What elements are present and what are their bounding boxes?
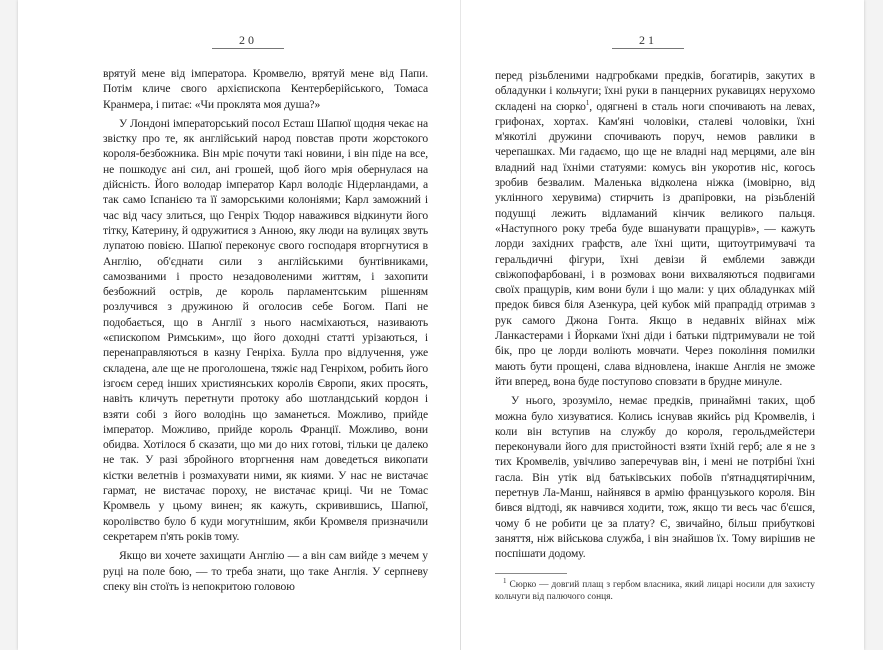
left-page-text (103, 66, 428, 598)
footnote-rule (495, 573, 567, 574)
paragraph (495, 68, 815, 389)
paragraph: Якщо ви хочете захищати Англію — а він сам вийде з мечем у руці на поле бою, — то треба знати, що таке Англія. У серпневу спеку він стоїть із непокритою головою (103, 549, 428, 593)
paragraph-text: перед різьбленими надгробками предків, богатирів, закутих в обладунки і кольчуги; їхні руки в панцерних рукавицях нерухомо складені на сюрко (495, 69, 815, 113)
book-gutter (460, 0, 461, 650)
footnote-reference: 1 (585, 98, 590, 107)
footnote (495, 576, 815, 603)
footnote-marker: 1 (503, 576, 507, 585)
right-page-number: 21 (639, 33, 657, 47)
paragraph-text: У нього, зрозуміло, немає предків, принаймні таких, щоб можна було хизуватися. Колись існував якийсь рід Кромвелів, і коли він вступив на службу до короля, герольдмейстери переконували його для пристойності взяти їхній герб; але я не з тих Кромвелів, увічливо заперечував він, і мені не потрібні їхні гасла. Він утік від батьківських побоїв п'ятнадцятирічним, перетнув Ла-Манш, найнявся в армію французького короля. Він бився відтоді, як навчився ходити, тож, якщо ти весь час б'єшся, чому б не робити це за плату? Є, звичайно, більш прибуткові заняття, ніж військова служба, і він знайшов їх. Тому вирішив не поспішати додому. (495, 394, 815, 561)
footnote-block (495, 573, 815, 603)
paragraph: врятуй мене від імператора. Кромвелю, врятуй мене від Папи. Потім кличе свого архієпископа Кентерберійського, Томаса Кранмера, і питає: «Чи проклята моя душа?» (103, 67, 428, 111)
book-spread (18, 0, 864, 650)
left-header-rule (212, 48, 284, 49)
footnote-text: Сюрко — довгий плащ з гербом власника, який лицарі носили для захисту кольчуги від палючого сонця. (495, 580, 815, 602)
paragraph (495, 393, 815, 561)
right-page-text (495, 68, 815, 566)
paragraph-text: , одягнені в сталь ноги спочивають на левах, грифонах, хортах. Кам'яні чоловіки, сталеві чоловіки, їхні м'якотілі дружини спочивають поруч, немов равлики в черепашках. Ми гадаємо, що ще не владні над мерцями, але він владний над їхніми статуями: комусь він укоротив ніс, когось зробив безвалим. Маленька відколена ніжка (імовірно, від уклінного херувима) стирчить із драпіровки, на різьбленій подушці лежить відламаний кінчик великого пальця. «Наступного року треба буде вшанувати пращурів», — кажуть лорди західних графств, але їхні щити, щитоутримувачі та геральдичні фігури, їхні девізи й емблеми завжди свіжопофарбовані, і в розмовах вони вихваляються подвигами своїх пращурів, ким вони були і що мали: у цих обладунках мій предок бився біля Азенкура, цей кубок мій прапрадід отримав з рук самого Джона Гонта. Якщо в недавніх війнах між Ланкастерами і Йорками їхні діди і батьки підтримували не той бік, про це лорди воліють мовчати. Через покоління помилки мають бути прощені, слава відновлена, інакше Англія не зможе йти вперед, вона буде поступово сповзати в брудне минуле. (495, 99, 815, 388)
paragraph: У Лондоні імператорський посол Есташ Шапюї щодня чекає на звістку про те, як англійський народ повстав проти жорстокого короля-безбожника. Він мріє почути такі новини, і він піде на все, не пошкодує ані сил, ані грошей, щоб його мрія обернулася на дійсність. Його володар імператор Карл володіє Нідерландами, а так само Іспанією та її заморськими колоніями; Карл заможний і час від часу злиться, що Генріх Тюдор наважився відкинути його тітку, Катерину, й одружитися з Анною, яку люди на вулицях звуть лупатою повією. Шапюї переконує свого господаря вторгнутися в Англію, об'єднати сили з англійськими бунтівниками, самозваними і просто незадоволеними життям, і захопити безбожний острів, де король парламентським рішенням розлучився з дружиною й оголосив себе Богом. Папі не подобається, що в Англії з нього насміхаються, називають «єпископом Римським», що його доходні статті урізаються, і перенаправляються в казну Генріха. Булла про відлучення, уже складена, але ще не проголошена, тяжіє над Генріхом, робить його ізгоєм серед інших християнських королів Європи, яких просять, навіть кличуть перетнути протоку або шотландський кордон і взяти собі з його володінь що заманеться. Можливо, прийде імператор. Можливо, прийде король Франції. Можливо, вони обидва. Хотілося б сказати, що ми до них готові, тільки це далеко не так. У разі збройного вторгнення нам доведеться викопати кістки велетнів і розмахувати ними, як киями. У нас не вистачає гармат, не вистачає пороху, не вистачає криці. Чи не Томас Кромвель у цьому винен; як кажуть, скривившись, Шапюї, королівство було б куди могутнішим, якби Кромвеля призначили секретарем п'ять років тому. (103, 116, 428, 543)
left-page-number: 20 (239, 33, 257, 47)
right-header-rule (612, 48, 684, 49)
